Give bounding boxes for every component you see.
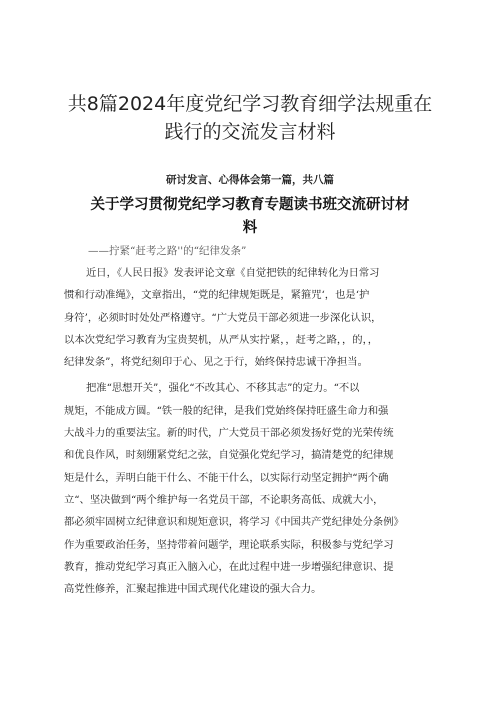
paragraph-line: 惯和行动准绳》，文章指出，“党的纪律规矩既是，紧箍咒‘，也是‘护	[64, 289, 370, 302]
section-tagline: ——拧紧“赶考之路''的“纪律发条”	[88, 245, 247, 257]
section-title-line: 关于学习贯彻党纪学习教育专题读书班交流研讨材	[90, 197, 410, 213]
paragraph	[64, 377, 444, 600]
paragraph-line: 矩是什么，弄明白能干什么、不能干什么，以实际行动坚定拥护“两个确	[64, 471, 389, 484]
body-text	[64, 262, 444, 600]
paragraph-line: 和优良作风，时刻绷紧党纪之弦，自觉强化党纪学习，搞清楚党的纪律规	[64, 449, 394, 462]
paragraph-line: 近日，《人民日报》发表评论文章《自觉把铁的纪律转化为日常习	[86, 267, 380, 279]
paragraph-line: 作为重要政治任务，坚持带着问题学，理论联系实际，积极参与党纪学习	[64, 538, 394, 551]
paragraph-line: 立“、坚决做到“两个维护每一名党员干部，不论职务高低、成就大小，	[64, 493, 384, 506]
paragraph-line: 把准“思想开关”，强化“不改其心、不移其志”的定力。“不以	[86, 382, 360, 395]
section-title-line: 料	[242, 220, 258, 236]
paragraph-line: 教育，推动党纪学习真正入脑入心，在此过程中进一步增强纪律意识、提	[64, 560, 394, 573]
document-title-line: 践行的交流发言材料	[164, 121, 336, 143]
section-title	[45, 194, 455, 240]
document-title	[40, 90, 460, 146]
paragraph-line: 纪律发条”，将党纪刻印于心、见之于行，始终保持忠诚干净担当。	[64, 356, 368, 369]
document-subtitle: 研讨发言、心得体会第一篇，共八篇	[166, 174, 334, 186]
paragraph-line: 身符’，必须时时处处严格遵守。“广大党员干部必须进一步深化认识，	[64, 311, 382, 324]
paragraph-line: 规矩，不能成方圆。“铁一般的纪律，是我们党始终保持旺盛生命力和强	[64, 404, 389, 417]
paragraph-line: 以本次党纪学习教育为宝贵契机，从严从实拧紧，，赶考之路，，的，，	[64, 333, 379, 346]
paragraph-line: 都必须牢固树立纪律意识和规矩意识，将学习《中国共产党纪律处分条例》	[64, 516, 404, 529]
paragraph-line: 高党性修养，汇聚起推进中国式现代化建设的强大合力。	[64, 583, 322, 596]
paragraph-line: 大战斗力的重要法宝。新的时代，广大党员干部必须发扬好党的光荣传统	[64, 427, 394, 440]
document-title-line: 共8篇2024年度党纪学习教育细学法规重在	[67, 93, 433, 115]
paragraph	[64, 262, 444, 373]
